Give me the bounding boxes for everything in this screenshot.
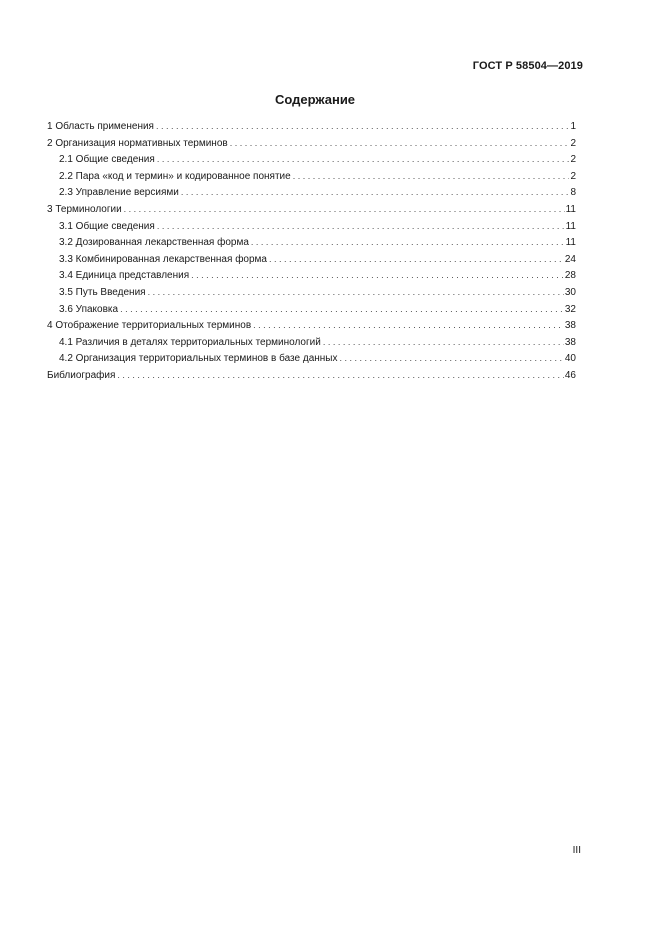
toc-entry-label: 3.4 Единица представления xyxy=(59,270,190,282)
toc-entry[interactable] xyxy=(47,201,576,218)
toc-entry-page: 11 xyxy=(565,220,576,232)
toc-entry[interactable] xyxy=(47,234,576,251)
toc-title: Содержание xyxy=(274,92,356,107)
toc-leader-dots xyxy=(157,151,570,168)
toc-entry-page: 24 xyxy=(564,253,576,265)
toc-entry[interactable] xyxy=(47,151,576,168)
toc-entry-page: 2 xyxy=(570,170,576,182)
toc-entry[interactable] xyxy=(47,350,576,367)
toc-entry[interactable] xyxy=(47,284,576,301)
toc-entry[interactable] xyxy=(47,218,576,235)
toc-leader-dots xyxy=(191,267,564,284)
toc-entry-label: 4 Отображение территориальных терминов xyxy=(47,320,252,332)
toc-entry[interactable] xyxy=(47,251,576,268)
toc-entry-label: 3.1 Общие сведения xyxy=(59,220,155,232)
toc-entry-label: 1 Область применения xyxy=(47,121,154,132)
toc-entry-label: 3.3 Комбинированная лекарственная форма xyxy=(59,253,267,265)
toc-entry[interactable] xyxy=(47,367,576,384)
toc-entry-label: 2.1 Общие сведения xyxy=(59,154,155,166)
toc-entry-label: 3.6 Упаковка xyxy=(59,303,119,315)
toc-leader-dots xyxy=(340,350,564,367)
toc-entry[interactable] xyxy=(47,317,576,334)
toc-leader-dots xyxy=(230,135,570,152)
table-of-contents xyxy=(47,118,576,384)
toc-entry-page: 11 xyxy=(565,237,576,249)
toc-leader-dots xyxy=(253,317,564,334)
document-code: ГОСТ Р 58504—2019 xyxy=(472,60,583,72)
toc-entry-page: 2 xyxy=(570,154,576,166)
toc-entry-label: 2.3 Управление версиями xyxy=(59,187,179,199)
toc-entry-page: 32 xyxy=(564,303,576,315)
toc-entry-page: 30 xyxy=(564,286,576,298)
toc-leader-dots xyxy=(269,251,564,268)
toc-entry-label: 4.1 Различия в деталях территориальных терминологий xyxy=(59,336,321,348)
toc-entry-page: 2 xyxy=(570,137,576,149)
toc-entry[interactable] xyxy=(47,267,576,284)
toc-entry-label: 3.2 Дозированная лекарственная форма xyxy=(59,237,249,249)
toc-leader-dots xyxy=(293,168,570,185)
toc-entry-page: 40 xyxy=(564,353,576,365)
toc-entry[interactable] xyxy=(47,118,576,135)
toc-entry[interactable] xyxy=(47,334,576,351)
toc-entry-page: 28 xyxy=(564,270,576,282)
toc-leader-dots xyxy=(181,184,570,201)
toc-entry-label: 2.2 Пара «код и термин» и кодированное понятие xyxy=(59,170,291,182)
toc-leader-dots xyxy=(156,118,569,135)
toc-leader-dots xyxy=(117,367,563,384)
toc-leader-dots xyxy=(120,301,564,318)
toc-entry-label: 2 Организация нормативных терминов xyxy=(47,137,228,149)
toc-leader-dots xyxy=(251,234,565,251)
toc-leader-dots xyxy=(124,201,565,218)
toc-entry-label: Библиография xyxy=(47,369,116,381)
toc-entry-page: 38 xyxy=(564,336,576,348)
toc-entry-label: 4.2 Организация территориальных терминов в базе данных xyxy=(59,353,338,365)
toc-leader-dots xyxy=(148,284,564,301)
toc-entry[interactable] xyxy=(47,301,576,318)
toc-entry-page: 1 xyxy=(570,121,576,132)
toc-entry[interactable] xyxy=(47,184,576,201)
toc-entry-label: 3 Терминологии xyxy=(47,203,122,215)
toc-leader-dots xyxy=(323,334,564,351)
toc-leader-dots xyxy=(157,218,565,235)
toc-entry-page: 8 xyxy=(570,187,576,199)
page-number: III xyxy=(572,845,581,856)
toc-entry-label: 3.5 Путь Введения xyxy=(59,286,146,298)
toc-entry[interactable] xyxy=(47,168,576,185)
toc-entry-page: 11 xyxy=(565,203,576,215)
toc-entry-page: 46 xyxy=(564,369,576,381)
toc-entry[interactable] xyxy=(47,135,576,152)
toc-entry-page: 38 xyxy=(564,320,576,332)
